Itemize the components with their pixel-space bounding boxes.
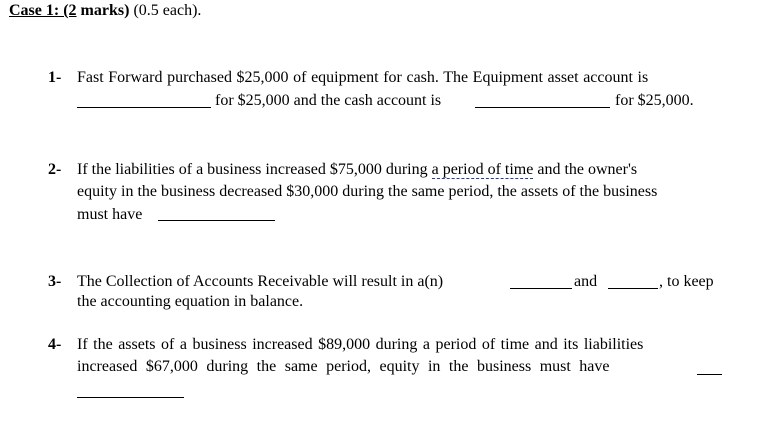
question-3-blank-2[interactable] xyxy=(608,274,658,289)
case-heading xyxy=(9,2,201,20)
question-3-number: 3- xyxy=(48,273,62,290)
question-2-line-1-b: and the owner's xyxy=(537,161,638,178)
question-3-blank-1[interactable] xyxy=(510,274,572,289)
case-marks: marks) xyxy=(76,2,130,19)
question-2-line-1 xyxy=(77,161,637,179)
period-of-time-link[interactable]: a period of time xyxy=(431,161,534,178)
question-2-line-1-a: If the liabilities of a business increased $75,000 during xyxy=(77,161,428,178)
question-4-blank-part-1[interactable] xyxy=(697,360,722,375)
question-1-blank-1[interactable] xyxy=(77,93,211,108)
question-1-blank-2[interactable] xyxy=(475,93,610,108)
case-title: Case 1: (2 xyxy=(9,2,77,19)
question-3-and: and xyxy=(574,273,598,290)
question-2-line-2: equity in the business decreased $30,000 during the same period, the assets of the business xyxy=(77,183,658,200)
question-1-line-1: Fast Forward purchased $25,000 of equipment for cash. The Equipment asset account is xyxy=(77,69,649,86)
question-2-line-3: must have xyxy=(77,206,143,223)
question-2-number: 2- xyxy=(48,161,62,178)
question-2-blank[interactable] xyxy=(158,206,275,221)
case-each: (0.5 each). xyxy=(129,2,202,19)
question-1-text-a: for $25,000 and the cash account is xyxy=(215,92,442,109)
question-3-line-2: the accounting equation in balance. xyxy=(77,293,304,310)
question-3-line-1-b: , to keep xyxy=(659,273,714,290)
question-1-text-b: for $25,000. xyxy=(615,92,694,109)
question-4-number: 4- xyxy=(48,336,62,353)
question-4-blank-part-2[interactable] xyxy=(77,383,184,398)
question-3-line-1-a: The Collection of Accounts Receivable will result in a(n) xyxy=(77,273,444,290)
question-4-line-2: increased $67,000 during the same period, equity in the business must have xyxy=(77,358,610,375)
question-4-line-1: If the assets of a business increased $89,000 during a period of time and its liabilities xyxy=(77,336,644,353)
question-1-number: 1- xyxy=(48,69,62,86)
